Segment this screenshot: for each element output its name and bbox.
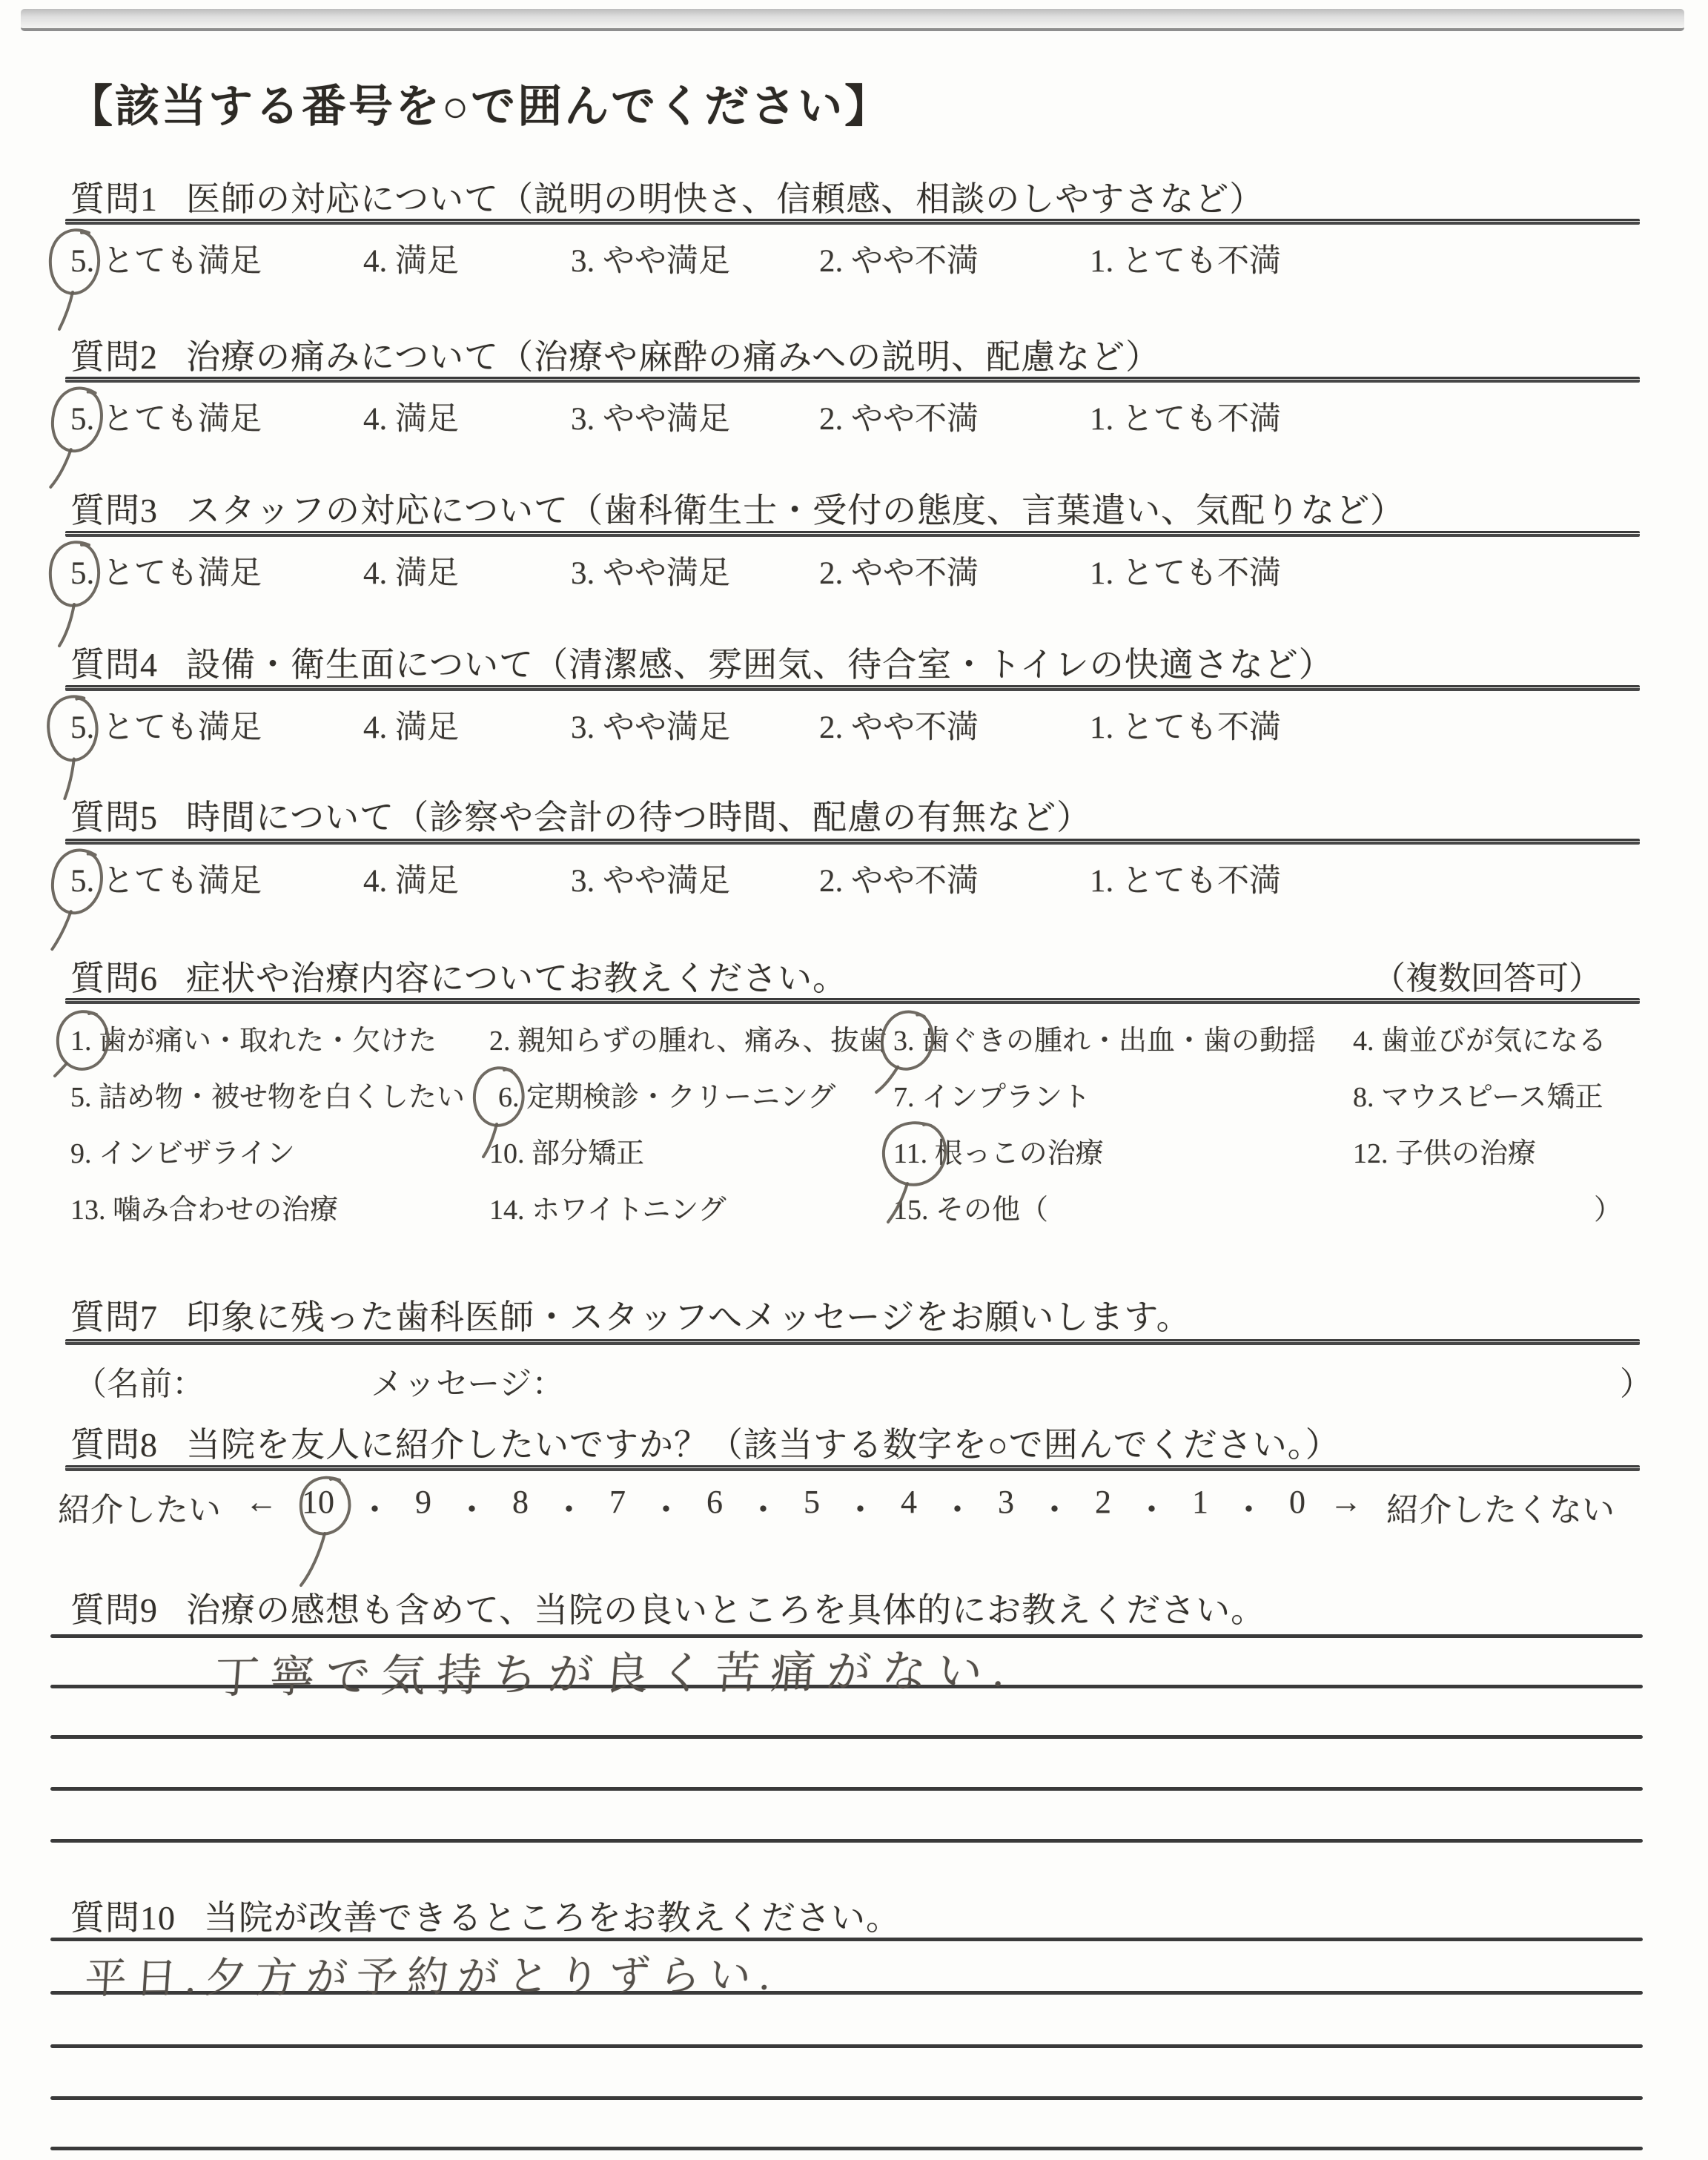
q6-item-3: 3. 歯ぐきの腫れ・出血・歯の動揺 xyxy=(893,1025,1317,1057)
rating-option: 3. やや満足 xyxy=(571,864,730,899)
question-1-options xyxy=(0,236,1708,277)
q10-answer-line xyxy=(50,2147,1643,2150)
question-3-heading xyxy=(70,483,1405,532)
q10-answer-line xyxy=(50,2096,1643,2100)
question-6-row-2 xyxy=(0,1074,1708,1112)
question-3-title: スタッフの対応について（歯科衛生士・受付の態度、言葉遣い、気配りなど） xyxy=(186,492,1406,529)
question-2-number: 質問2 xyxy=(70,338,158,376)
rating-option: 1. とても不満 xyxy=(1090,244,1281,279)
question-8-title: 当院を友人に紹介したいですか？（該当する数字を○で囲んでください。） xyxy=(186,1426,1340,1464)
handwritten-answer-q9: 丁寧で気持ちが良く苦痛がない. xyxy=(212,1646,1018,1702)
question-5-number: 質問5 xyxy=(70,799,158,836)
question-6-title: 症状や治療内容についてお教えください。 xyxy=(186,960,848,997)
question-4-options xyxy=(0,702,1708,744)
q6-item-1: 1. 歯が痛い・取れた・欠けた xyxy=(70,1025,437,1057)
rating-option: 4. 満足 xyxy=(363,556,459,591)
nps-number-7: 7 xyxy=(609,1484,626,1520)
nps-number-9: 9 xyxy=(415,1484,431,1520)
rating-option: 5. とても満足 xyxy=(70,710,262,745)
question-9-heading xyxy=(70,1583,1265,1632)
question-6-row-1 xyxy=(0,1017,1708,1056)
question-5-options xyxy=(0,856,1708,897)
question-3-rule xyxy=(65,531,1640,537)
nps-dot: ・ xyxy=(1038,1492,1071,1528)
question-3-number: 質問3 xyxy=(70,492,158,529)
question-6-row-4 xyxy=(0,1186,1708,1225)
question-10-number: 質問10 xyxy=(70,1899,176,1937)
q6-item-4: 4. 歯並びが気になる xyxy=(1353,1025,1607,1057)
scan-artifact-bar xyxy=(21,9,1684,31)
question-8-number: 質問8 xyxy=(70,1426,158,1464)
question-6-number: 質問6 xyxy=(70,960,158,997)
rating-option: 4. 満足 xyxy=(363,864,459,899)
nps-right-label: 紹介したくない xyxy=(1386,1492,1615,1528)
question-2-title: 治療の痛みについて（治療や麻酔の痛みへの説明、配慮など） xyxy=(186,338,1161,376)
rating-option: 4. 満足 xyxy=(363,710,459,745)
question-1-heading xyxy=(70,172,1264,221)
question-7-heading xyxy=(70,1290,1191,1339)
right-arrow-icon: → xyxy=(1329,1484,1363,1520)
q6-item-7: 7. インプラント xyxy=(893,1082,1091,1113)
question-1-number: 質問1 xyxy=(70,180,158,218)
nps-number-2: 2 xyxy=(1095,1484,1111,1520)
rating-option: 1. とても不満 xyxy=(1090,710,1281,745)
nps-number-5: 5 xyxy=(804,1484,820,1520)
question-8-rule xyxy=(65,1465,1640,1471)
question-5-heading xyxy=(70,790,1091,839)
question-5-rule xyxy=(65,839,1640,845)
rating-option: 2. やや不満 xyxy=(819,556,979,591)
question-4-heading xyxy=(70,638,1334,687)
rating-option: 1. とても不満 xyxy=(1090,556,1281,591)
nps-number-10: 10 xyxy=(302,1484,334,1520)
rating-option: 4. 満足 xyxy=(363,244,459,279)
q6-item-14: 14. ホワイトニング xyxy=(489,1195,726,1226)
q6-item-10: 10. 部分矯正 xyxy=(489,1138,645,1169)
rating-option: 1. とても不満 xyxy=(1090,864,1281,899)
rating-option: 3. やや満足 xyxy=(571,402,730,437)
rating-option: 2. やや不満 xyxy=(819,710,979,745)
nps-number-8: 8 xyxy=(512,1484,529,1520)
q6-item-15: 15. その他（ xyxy=(893,1195,1049,1226)
question-2-heading xyxy=(70,330,1160,379)
question-4-rule xyxy=(65,685,1640,691)
q6-item-2: 2. 親知らずの腫れ、痛み、抜歯 xyxy=(489,1025,887,1057)
q6-item-6: 6. 定期検診・クリーニング xyxy=(498,1082,836,1113)
q6-item-5: 5. 詰め物・被せ物を白くしたい xyxy=(70,1082,466,1113)
question-7-title: 印象に残った歯科医師・スタッフへメッセージをお願いします。 xyxy=(186,1298,1191,1336)
question-2-options xyxy=(0,394,1708,435)
question-4-title: 設備・衛生面について（清潔感、雰囲気、待合室・トイレの快適さなど） xyxy=(186,646,1334,684)
q7-message-label: メッセージ： xyxy=(371,1366,565,1402)
left-arrow-icon: ← xyxy=(245,1484,278,1520)
nps-dot: ・ xyxy=(455,1492,489,1528)
rating-option: 2. やや不満 xyxy=(819,244,979,279)
nps-dot: ・ xyxy=(358,1492,391,1528)
q7-name-label: （名前： xyxy=(74,1366,205,1402)
nps-scale-row xyxy=(58,1483,1615,1530)
nps-number-6: 6 xyxy=(706,1484,723,1520)
question-3-options xyxy=(0,548,1708,589)
q10-answer-line xyxy=(50,2044,1643,2048)
q9-answer-line xyxy=(50,1787,1643,1791)
nps-number-3: 3 xyxy=(998,1484,1014,1520)
rating-option: 3. やや満足 xyxy=(571,244,730,279)
question-1-rule xyxy=(65,219,1640,225)
rating-option: 3. やや満足 xyxy=(571,710,730,745)
rating-option: 2. やや不満 xyxy=(819,864,979,899)
nps-left-label: 紹介したい xyxy=(58,1492,221,1528)
q6-item-12: 12. 子供の治療 xyxy=(1353,1138,1537,1169)
q6-item-8: 8. マウスピース矯正 xyxy=(1353,1082,1603,1113)
question-2-rule xyxy=(65,377,1640,383)
question-10-title: 当院が改善できるところをお教えください。 xyxy=(204,1899,901,1937)
nps-number-1: 1 xyxy=(1192,1484,1208,1520)
q9-answer-line xyxy=(50,1839,1643,1843)
question-6-heading xyxy=(70,951,847,1000)
nps-number-4: 4 xyxy=(901,1484,917,1520)
q9-answer-line xyxy=(50,1735,1643,1739)
q6-other-close-paren: ） xyxy=(1594,1195,1623,1226)
q6-item-13: 13. 噛み合わせの治療 xyxy=(70,1195,339,1226)
rating-option: 2. やや不満 xyxy=(819,402,979,437)
q10-answer-line xyxy=(50,1938,1643,1941)
q6-item-9: 9. インビザライン xyxy=(70,1138,295,1169)
page-instruction-title: 【該当する番号を○で囲んでください】 xyxy=(68,82,892,131)
rating-option: 4. 満足 xyxy=(363,402,459,437)
question-8-heading xyxy=(70,1418,1340,1467)
rating-option: 5. とても満足 xyxy=(70,402,262,437)
question-7-rule xyxy=(65,1339,1640,1345)
rating-option: 1. とても不満 xyxy=(1090,402,1281,437)
rating-option: 5. とても満足 xyxy=(70,556,262,591)
question-6-rule xyxy=(65,998,1640,1004)
nps-dot: ・ xyxy=(1135,1492,1168,1528)
question-6-row-3 xyxy=(0,1130,1708,1169)
nps-dot: ・ xyxy=(941,1492,974,1528)
question-4-number: 質問4 xyxy=(70,646,158,684)
nps-number-0: 0 xyxy=(1289,1484,1305,1520)
rating-option: 3. やや満足 xyxy=(571,556,730,591)
question-9-number: 質問9 xyxy=(70,1591,158,1629)
question-10-heading xyxy=(70,1891,901,1940)
rating-option: 5. とても満足 xyxy=(70,244,262,279)
question-6-note: （複数回答可） xyxy=(1373,960,1601,997)
question-1-title: 医師の対応について（説明の明快さ、信頼感、相談のしやすさなど） xyxy=(186,180,1265,218)
nps-dot: ・ xyxy=(1232,1492,1265,1528)
nps-dot: ・ xyxy=(649,1492,683,1528)
nps-dot: ・ xyxy=(844,1492,877,1528)
q6-item-11: 11. 根っこの治療 xyxy=(893,1138,1104,1169)
question-5-title: 時間について（診察や会計の待つ時間、配慮の有無など） xyxy=(186,799,1092,836)
rating-option: 5. とても満足 xyxy=(70,864,262,899)
q7-close-paren: ） xyxy=(1620,1366,1652,1402)
handwritten-answer-q10: 平日.夕方が予約がとりずらい. xyxy=(83,1952,781,2003)
nps-dot: ・ xyxy=(747,1492,780,1528)
question-9-title: 治療の感想も含めて、当院の良いところを具体的にお教えください。 xyxy=(186,1591,1266,1629)
question-7-number: 質問7 xyxy=(70,1298,158,1336)
nps-dot: ・ xyxy=(552,1492,586,1528)
